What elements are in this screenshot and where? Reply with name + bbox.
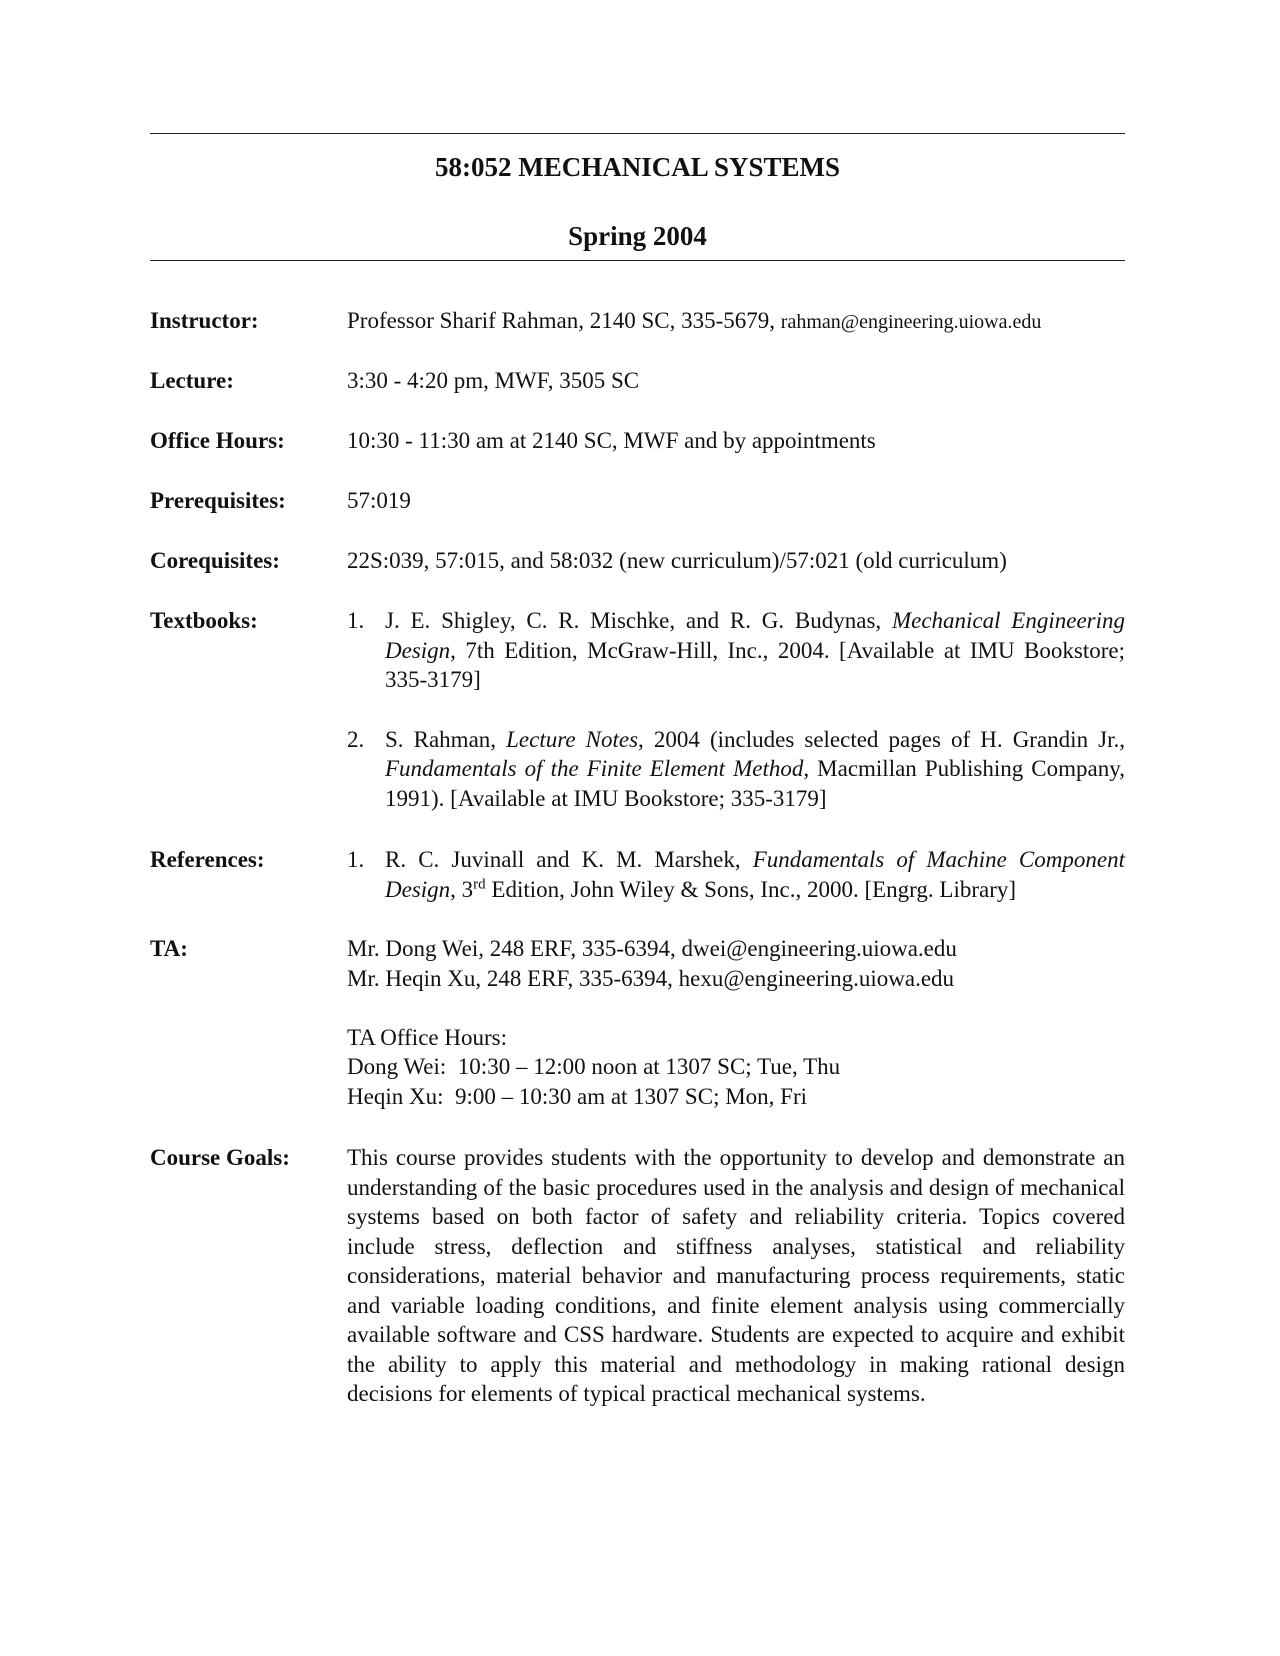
textbook-item [347, 725, 1125, 814]
prerequisites-value: 57:019 [347, 488, 411, 513]
top-rule [150, 133, 1125, 134]
instructor-value [347, 306, 1125, 338]
instructor-email: rahman@engineering.uiowa.edu [780, 311, 1042, 333]
reference-edition: , 3 [450, 876, 474, 902]
ta-value [347, 934, 1125, 1111]
references-list [347, 845, 1125, 904]
textbook-title: Mechanical Engineering Design [385, 608, 1126, 663]
office-hours-value: 10:30 - 11:30 am at 2140 SC, MWF and by appointments [347, 428, 876, 453]
reference-title: Fundamentals of Machine Component Design [385, 847, 1125, 902]
corequisites-label: Corequisites: [150, 548, 280, 573]
textbooks-label: Textbooks: [150, 608, 258, 633]
course-goals-text: This course provides students with the opportunity to develop and demonstrate an understanding of the basic procedures used in the analysis and design of mechanical systems based on both factor of safety and reliability criteria. Topics covered include stress, deflection and stiffness analyses, statistical and reliability considerations, material behavior and manufacturing process requirements, static and variable loading conditions, and finite element analysis using commercially available software and CSS hardware. Students are expected to acquire and exhibit the ability to apply this material and methodology in making rational design decisions for elements of typical practical mechanical systems. [347, 1145, 1125, 1406]
textbook-number: 1. [347, 608, 365, 633]
bottom-rule [150, 260, 1125, 261]
textbook-details: , 7th Edition, McGraw-Hill, Inc., 2004. [Available at IMU Bookstore; 335-3179] [385, 637, 1125, 692]
lecture-label: Lecture: [150, 368, 234, 393]
course-goals-label: Course Goals: [150, 1145, 290, 1170]
references-label: References: [150, 847, 265, 872]
lecture-value: 3:30 - 4:20 pm, MWF, 3505 SC [347, 368, 640, 393]
reference-item [347, 845, 1125, 904]
textbook-title-2: Fundamentals of the Finite Element Method [385, 756, 804, 781]
textbook-number: 2. [347, 726, 365, 752]
instructor-label: Instructor: [150, 308, 259, 333]
textbook-authors: J. E. Shigley, C. R. Mischke, and R. G. Budynas, [385, 608, 892, 633]
textbook-item [347, 606, 1125, 695]
ta-line: Mr. Heqin Xu, 248 ERF, 335-6394, hexu@engineering.uiowa.edu [347, 965, 955, 991]
textbook-details: , 2004 (includes selected pages of H. Grandin Jr., [638, 726, 1125, 752]
course-title: 58:052 MECHANICAL SYSTEMS [434, 152, 841, 182]
reference-edition-suffix: rd [473, 875, 486, 892]
reference-number: 1. [347, 847, 365, 872]
textbook-title: Lecture Notes [506, 726, 639, 752]
corequisites-value: 22S:039, 57:015, and 58:032 (new curriculum)/57:021 (old curriculum) [347, 548, 1007, 573]
textbooks-list [347, 606, 1125, 813]
ta-label: TA: [150, 936, 188, 961]
reference-authors: R. C. Juvinall and K. M. Marshek, [385, 847, 753, 872]
instructor-text: Professor Sharif Rahman, 2140 SC, 335-5679, [347, 308, 781, 333]
textbook-authors: S. Rahman, [385, 726, 507, 752]
ta-office-hours-line: Heqin Xu: 9:00 – 10:30 am at 1307 SC; Mon, Fri [347, 1083, 807, 1109]
term-heading: Spring 2004 [568, 221, 707, 251]
ta-office-hours-title: TA Office Hours: [347, 1024, 507, 1050]
prerequisites-label: Prerequisites: [150, 488, 286, 513]
ta-office-hours-line: Dong Wei: 10:30 – 12:00 noon at 1307 SC; Tue, Thu [347, 1054, 841, 1079]
ta-line: Mr. Dong Wei, 248 ERF, 335-6394, dwei@engineering.uiowa.edu [347, 936, 957, 961]
textbook-details: , Macmillan Publishing Company, 1991). [Available at IMU Bookstore; 335-3179] [385, 756, 1125, 811]
reference-details: Edition, John Wiley & Sons, Inc., 2000. [Engrg. Library] [485, 876, 1017, 902]
office-hours-label: Office Hours: [150, 428, 285, 453]
